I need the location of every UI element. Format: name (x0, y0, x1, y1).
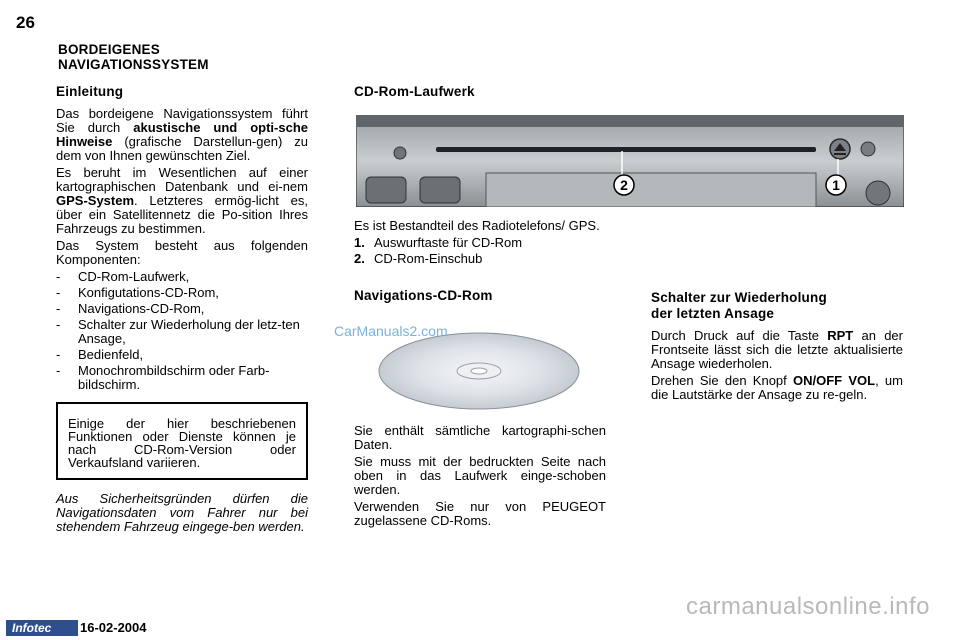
list-item: - Bedienfeld, (56, 348, 308, 362)
cd-slot (436, 147, 816, 152)
intro-paragraph-1: Das bordeigene Navigationssystem führt Sie durch akustische und opti-sche Hinweise (grafische Darstellun-gen) zu dem von Ihnen gewünschten Ziel. (56, 106, 308, 163)
list-item: 2. CD-Rom-Einschub (354, 251, 483, 266)
safety-note: Aus Sicherheitsgründen dürfen die Navigationsdaten vom Fahrer nur bei stehendem Fahrzeug eingege-ben werden. (56, 491, 308, 534)
footer-date: 16-02-2004 (80, 620, 147, 635)
watermark: CarManuals2.com (334, 323, 448, 339)
cdrom-section (354, 84, 606, 107)
callout-2 (614, 175, 634, 195)
page-title-line-1: BORDEIGENES (58, 42, 160, 57)
footer-badge: Infotec (6, 620, 78, 636)
page-number: 26 (16, 13, 35, 32)
navcd-text (354, 424, 606, 531)
cdrom-heading: CD-Rom-Laufwerk (354, 84, 475, 99)
intro-heading: Einleitung (56, 84, 124, 99)
navcd-paragraph-3: Verwenden Sie nur von PEUGEOT zugelassene CD-Roms. (354, 499, 606, 528)
navcd-paragraph-2: Sie muss mit der bedruckten Seite nach oben in das Laufwerk einge-schoben werden. (354, 454, 606, 497)
callout-1 (826, 175, 846, 195)
cd-drive-photo (356, 115, 904, 207)
footer-site-watermark: carmanualsonline.info (686, 593, 930, 620)
note-box: Einige der hier beschriebenen Funktionen oder Dienste können je nach CD-Rom-Version oder Verkaufsland variieren. (56, 402, 308, 480)
components-list (56, 270, 308, 392)
list-item: - Schalter zur Wiederholung der letz-ten Ansage, (56, 318, 308, 346)
list-item: - Monochrombildschirm oder Farb-bildschirm. (56, 364, 308, 392)
repeat-section (651, 290, 903, 405)
svg-text:1: 1 (832, 177, 840, 193)
repeat-heading: Schalter zur Wiederholung der letzten Ansage (651, 290, 827, 321)
intro-paragraph-2: Es beruht im Wesentlichen auf einer kartographischen Datenbank und ei-nem GPS-System. Letzteres ermög-licht es, über ein Satellitennetz die Po-sition Ihres Fahrzeugs zu bestimmen. (56, 165, 308, 236)
cdrom-description (354, 219, 606, 268)
navcd-heading: Navigations-CD-Rom (354, 288, 493, 303)
cd-disc-image (376, 330, 582, 412)
repeat-paragraph-1: Durch Druck auf die Taste RPT an der Frontseite lässt sich die letzte aktualisierte Ansage wiederholen. (651, 328, 903, 371)
page-title-line-2: NAVIGATIONSSYSTEM (58, 57, 209, 72)
page-title (58, 42, 209, 72)
list-item: - Navigations-CD-Rom, (56, 302, 308, 316)
list-item: 1. Auswurftaste für CD-Rom (354, 235, 523, 250)
cdrom-items (354, 236, 606, 266)
cdrom-desc-text: Es ist Bestandteil des Radiotelefons/ GPS. (354, 218, 600, 233)
intro-section (56, 84, 308, 394)
list-item: - Konfigutations-CD-Rom, (56, 286, 308, 300)
repeat-paragraph-2: Drehen Sie den Knopf ON/OFF VOL, um die Lautstärke der Ansage zu re-geln. (651, 373, 903, 402)
list-item: - CD-Rom-Laufwerk, (56, 270, 308, 284)
navcd-paragraph-1: Sie enthält sämtliche kartographi-schen Daten. (354, 423, 606, 452)
intro-paragraph-3: Das System besteht aus folgenden Komponenten: (56, 238, 308, 267)
svg-text:2: 2 (620, 177, 628, 193)
